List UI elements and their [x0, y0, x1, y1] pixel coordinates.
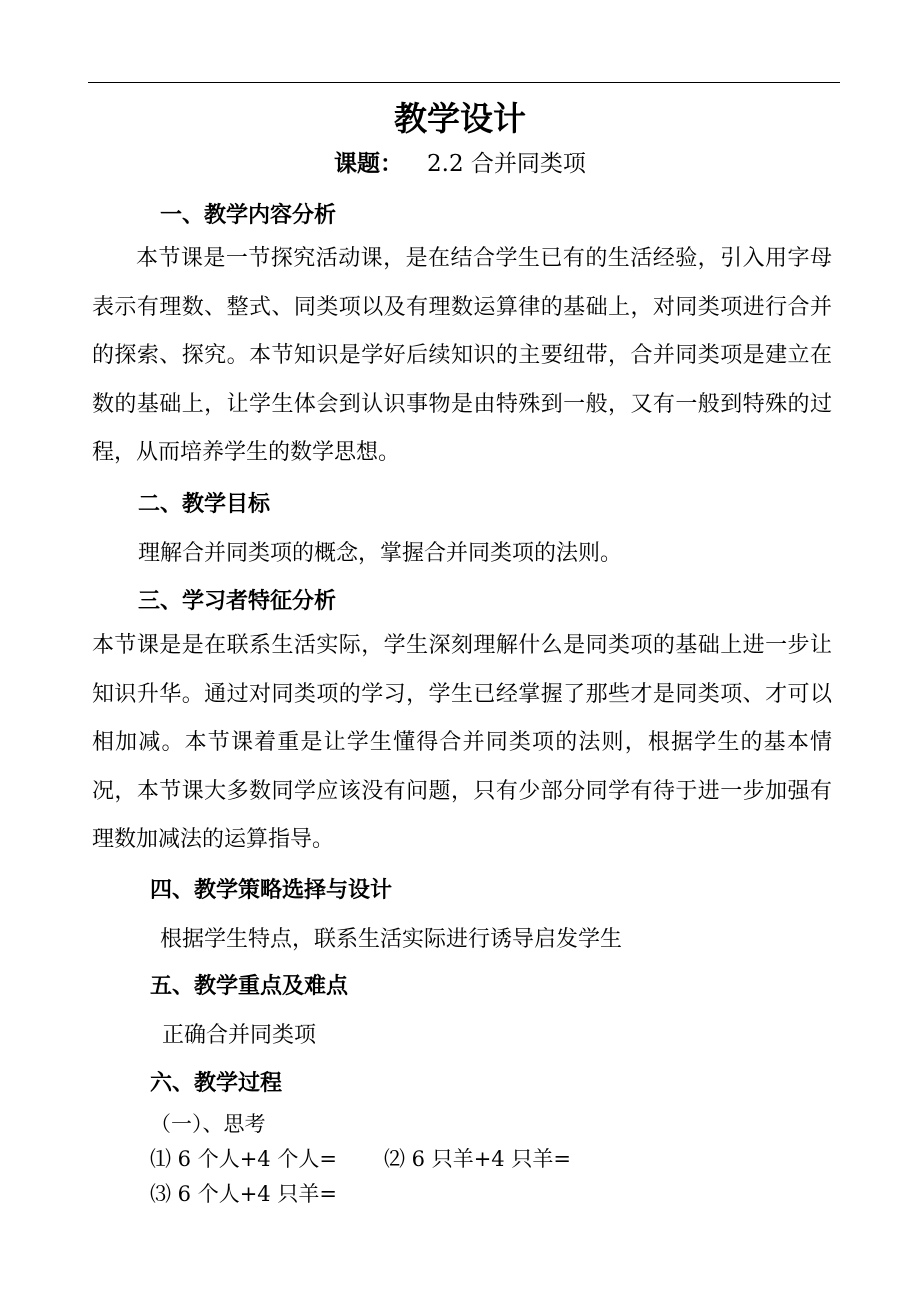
section-heading-1: 一、教学内容分析	[160, 202, 337, 228]
section-heading-2: 二、教学目标	[138, 491, 271, 517]
document-title: 教学设计	[394, 99, 526, 138]
exercise-item-2: ⑵ 6 只羊+4 只羊=	[384, 1147, 571, 1171]
sub-heading-thinking: （一）、思考	[150, 1112, 266, 1136]
section-text-5: 正确合并同类项	[162, 1023, 317, 1048]
section-text-4: 根据学生特点，联系生活实际进行诱导启发学生	[160, 927, 623, 952]
section-heading-6: 六、教学过程	[150, 1070, 283, 1096]
section-text-3: 本节课是是在联系生活实际，学生深刻理解什么是同类项的基础上进一步让知识升华。通过对同类项的学习，学生已经掌握了那些才是同类项、才可以相加减。本节课着重是让学生懂得合并同类项的法则，根据学生的基本情况，本节课大多数同学应该没有问题，只有少部分同学有待于进一步加强有理数加减法的运算指导。	[92, 633, 832, 852]
section-heading-3: 三、学习者特征分析	[138, 588, 337, 614]
exercise-item-3: ⑶ 6 个人+4 只羊=	[150, 1182, 337, 1206]
lesson-topic-label: 课题：	[334, 150, 404, 177]
lesson-topic-value: 2.2 合并同类项	[427, 151, 586, 177]
section-heading-4: 四、教学策略选择与设计	[150, 877, 393, 903]
section-text-2: 理解合并同类项的概念，掌握合并同类项的法则。	[138, 541, 623, 566]
section-text-1: 本节课是一节探究活动课，是在结合学生已有的生活经验，引入用字母表示有理数、整式、同类项以及有理数运算律的基础上，对同类项进行合并的探索、探究。本节知识是学好后续知识的主要纽带，合并同类项是建立在数的基础上，让学生体会到认识事物是由特殊到一般，又有一般到特殊的过程，从而培养学生的数学思想。	[92, 246, 832, 465]
section-heading-5: 五、教学重点及难点	[150, 973, 349, 999]
exercise-item-1: ⑴ 6 个人+4 个人=	[150, 1147, 337, 1171]
header-rule	[88, 82, 840, 83]
lesson-topic	[0, 145, 920, 178]
